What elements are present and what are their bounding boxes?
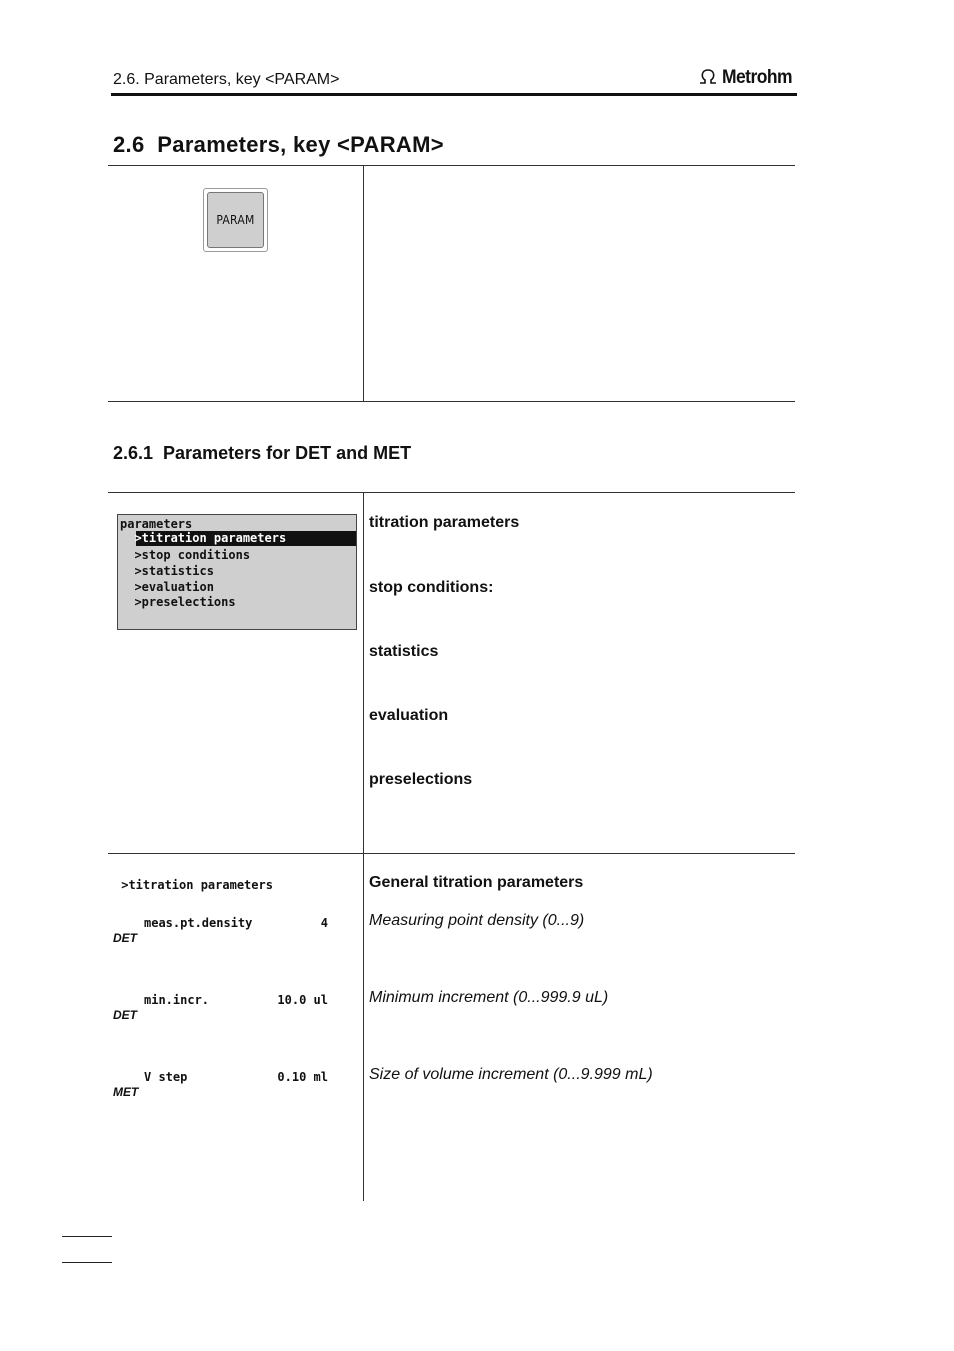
lcd-line-selected: >titration parameters (136, 531, 356, 546)
metrohm-logo (697, 66, 797, 90)
param-description: Minimum increment (0...999.9 uL) (369, 989, 609, 1006)
param-description: Size of volume increment (0...9.999 mL) (369, 1066, 653, 1083)
lcd-line: parameters (120, 517, 193, 531)
table-top-rule (108, 492, 795, 493)
param-display-name: meas.pt.density (144, 916, 253, 930)
param-display-value: 10.0 ul (277, 993, 328, 1007)
menu-desc-titration: titration parameters (369, 514, 520, 531)
logo-text: Metrohm (722, 67, 792, 88)
param-display-value: 4 (320, 916, 328, 930)
lcd-line: >statistics (120, 564, 214, 578)
titration-heading-display: >titration parameters (114, 878, 273, 892)
menu-desc-stop: stop conditions: (369, 579, 494, 596)
param-mode-tag: DET (113, 931, 137, 945)
param-key (203, 188, 268, 252)
titration-heading-desc: General titration parameters (369, 874, 584, 891)
omega-icon (697, 67, 719, 90)
row-rule (108, 853, 795, 854)
table-top-rule (108, 165, 795, 166)
menu-desc-statistics: statistics (369, 643, 439, 660)
lcd-line: >stop conditions (120, 548, 251, 562)
param-mode-tag: MET (113, 1085, 139, 1099)
column-divider (363, 165, 364, 402)
menu-desc-preselections: preselections (369, 771, 473, 788)
lcd-display (117, 514, 357, 630)
header-rule (111, 93, 797, 96)
lcd-line: >evaluation (120, 580, 214, 594)
footer-rule (62, 1236, 112, 1237)
menu-desc-evaluation: evaluation (369, 707, 449, 724)
param-display-name: V step (144, 1070, 188, 1084)
param-key-label: PARAM (207, 192, 264, 248)
running-header: 2.6. Parameters, key <PARAM> (113, 71, 340, 88)
param-description: Measuring point density (0...9) (369, 912, 585, 929)
param-display-value: 0.10 ml (277, 1070, 328, 1084)
lcd-line: >preselections (120, 595, 236, 609)
table-bottom-rule (108, 401, 795, 402)
subsection-title: 2.6.1 Parameters for DET and MET (113, 443, 412, 463)
param-mode-tag: DET (113, 1008, 137, 1022)
section-title: 2.6 Parameters, key <PARAM> (113, 132, 444, 157)
footer-rule (62, 1262, 112, 1263)
column-divider (363, 492, 364, 1201)
param-display-name: min.incr. (144, 993, 210, 1007)
